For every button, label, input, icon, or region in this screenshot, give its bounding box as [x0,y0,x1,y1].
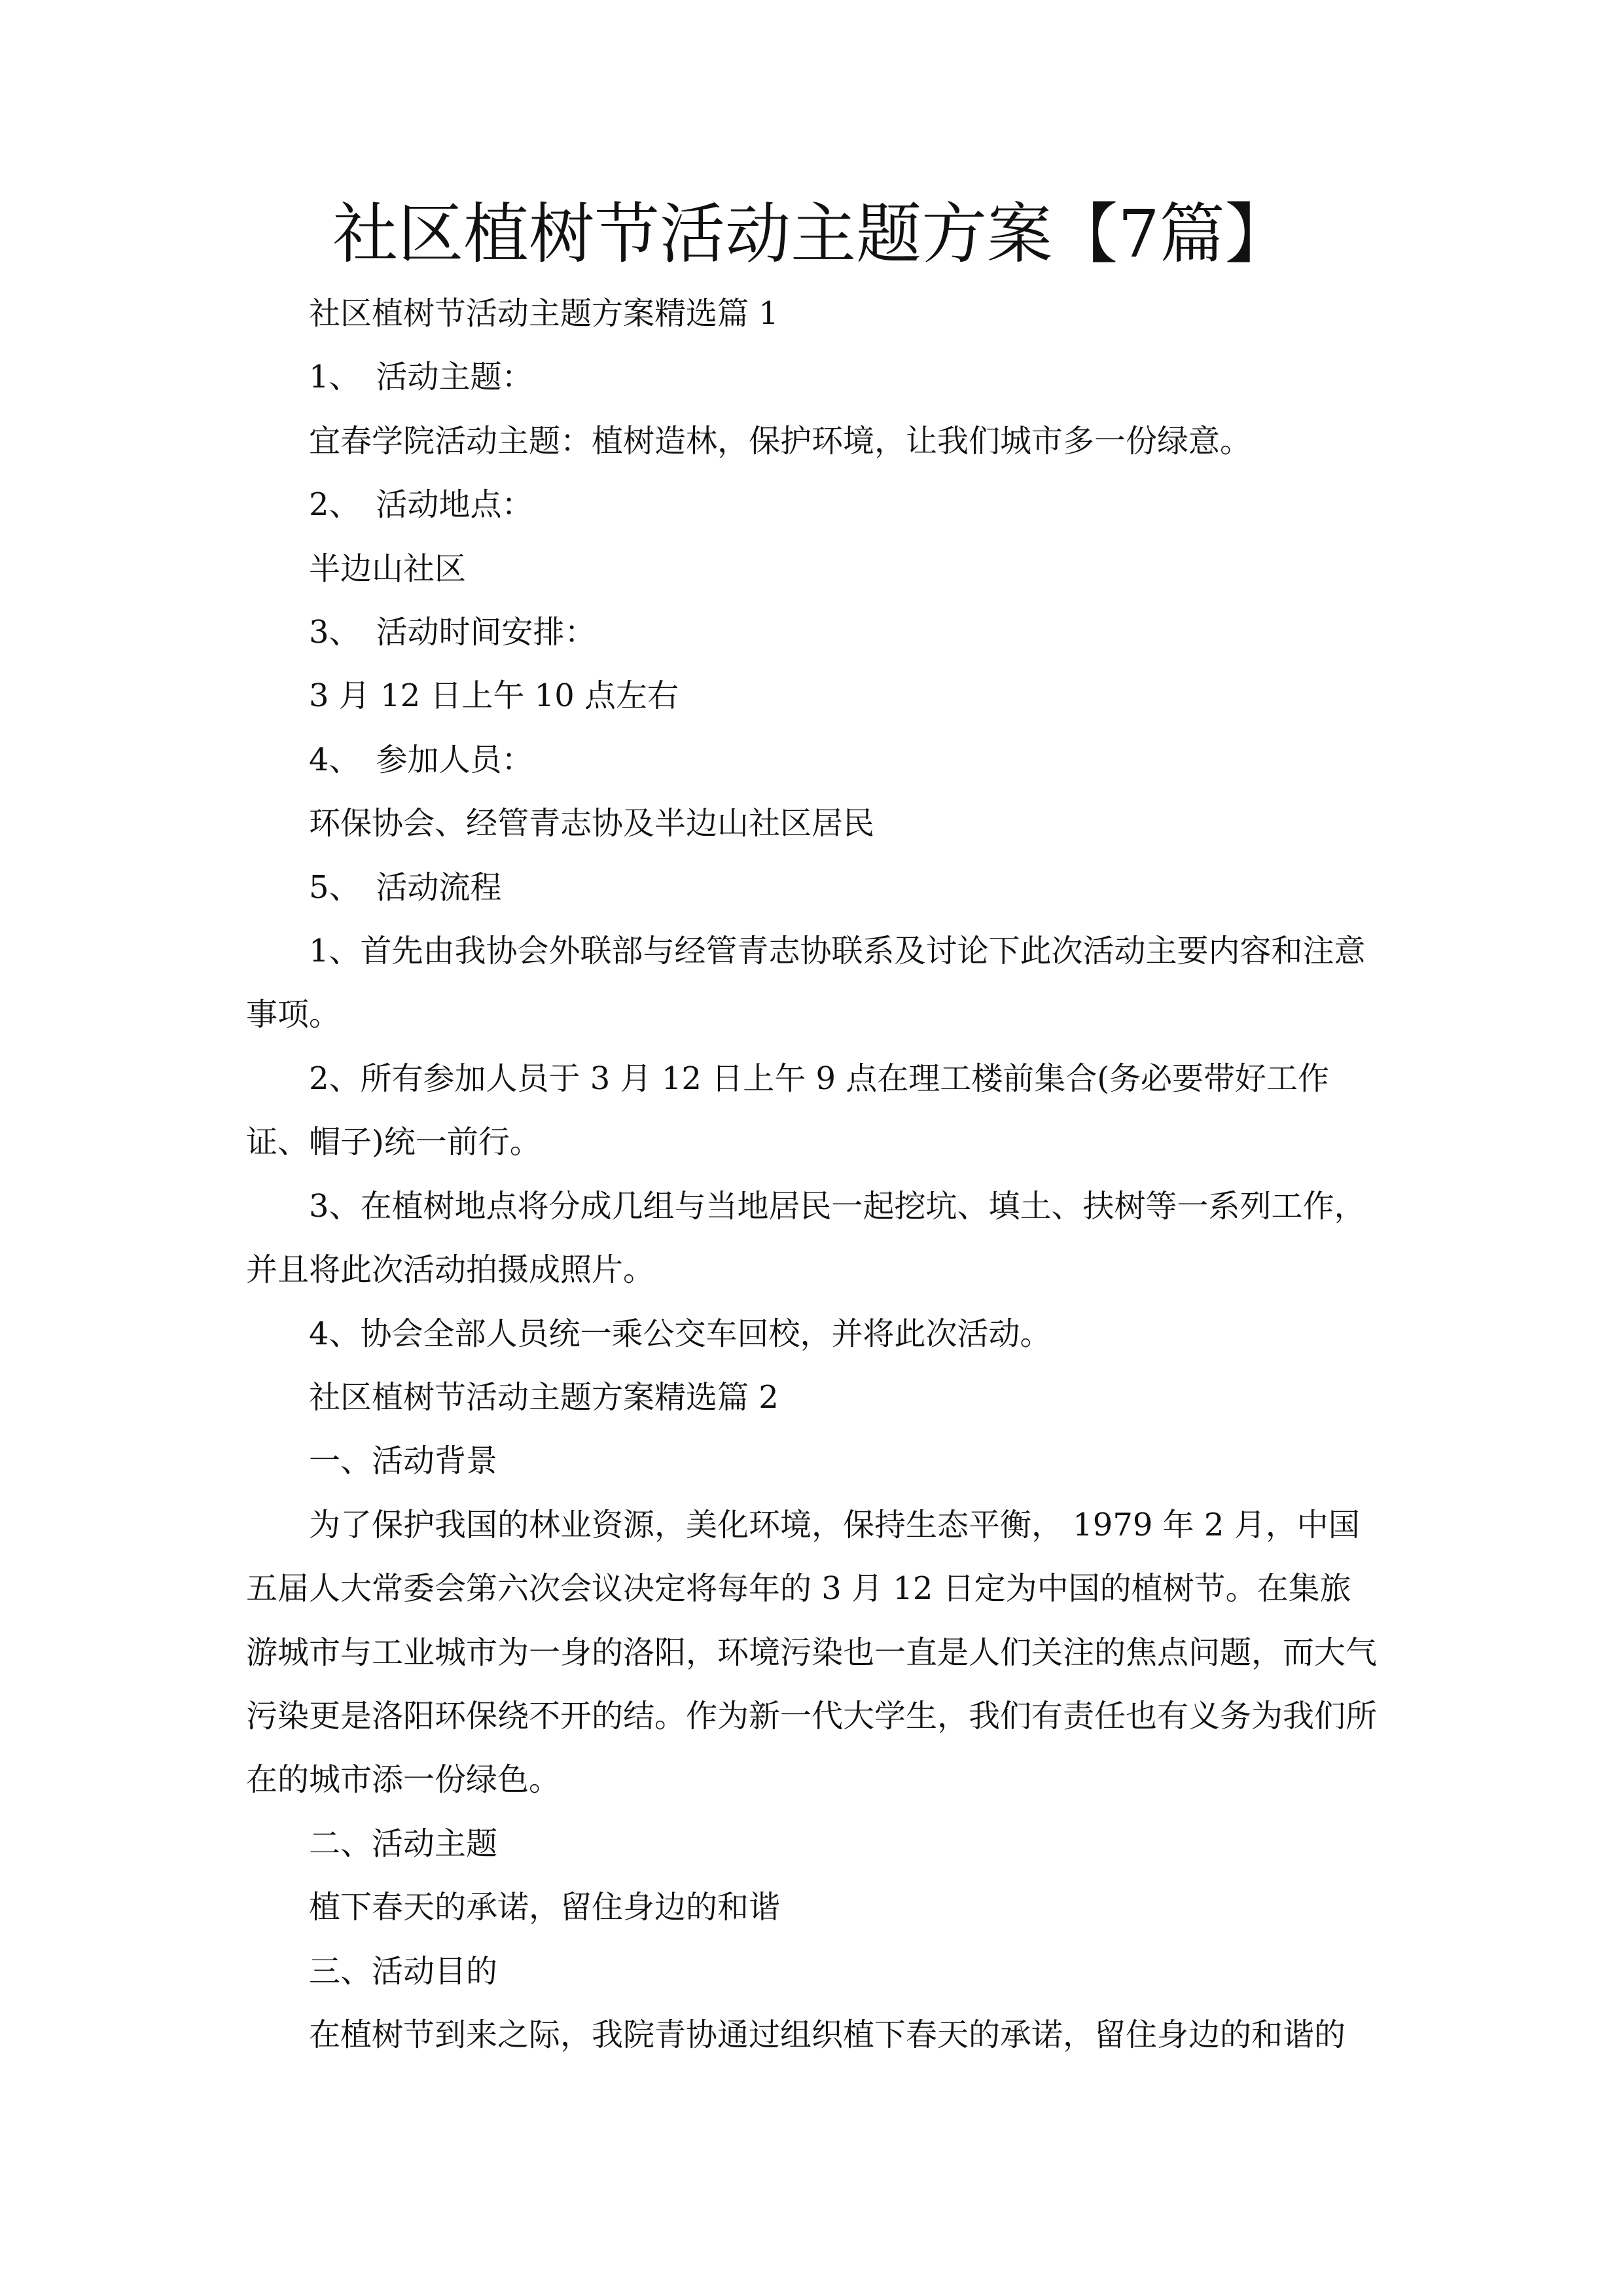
section-heading: 社区植树节活动主题方案精选篇 2 [309,1378,779,1416]
document-title: 社区植树节活动主题方案【7篇】 [332,196,1291,272]
list-item-heading: 二、活动主题 [309,1825,498,1862]
list-item-heading: 1、 活动主题： [309,359,533,396]
paragraph: 在植树节到来之际，我院青协通过组织植下春天的承诺，留住身边的和谐的 [309,2016,1346,2053]
paragraph: 半边山社区 [309,550,467,587]
list-item-heading: 2、 活动地点： [309,486,533,524]
list-item-heading: 5、 活动流程 [309,869,502,906]
paragraph: 4、协会全部人员统一乘公交车回校，并将此次活动。 [309,1315,1052,1352]
section-heading: 社区植树节活动主题方案精选篇 1 [309,295,779,332]
list-item-heading: 4、 参加人员： [309,741,533,778]
paragraph: 1、首先由我协会外联部与经管青志协联系及讨论下此次活动主要内容和注意事项。 [246,933,1366,1033]
list-item-heading: 3、 活动时间安排： [309,614,596,651]
paragraph: 3 月 12 日上午 10 点左右 [309,677,679,715]
list-item-heading: 一、活动背景 [309,1443,498,1480]
paragraph: 为了保护我国的林业资源，美化环境，保持生态平衡， 1979 年 2 月，中国五届人大常委会第六次会议决定将每年的 3 月 12 日定为中国的植树节。在集旅游城市与工业城市为一身的洛阳，环境污染也一直是人们关注的焦点问题，而大气污染更是洛阳环保绕不开的结。作为新一代大学生，我们有责任也有义务为我们所在的城市添一份绿色。 [246,1506,1378,1799]
paragraph: 植下春天的承诺，留住身边的和谐 [309,1889,781,1926]
paragraph: 2、所有参加人员于 3 月 12 日上午 9 点在理工楼前集合(务必要带好工作证、帽子)统一前行。 [246,1060,1329,1161]
list-item-heading: 三、活动目的 [309,1952,498,1990]
document-body [246,282,1378,2067]
paragraph: 环保协会、经管青志协及半边山社区居民 [309,805,875,842]
paragraph: 3、在植树地点将分成几组与当地居民一起挖坑、填土、扶树等一系列工作，并且将此次活动拍摄成照片。 [246,1187,1366,1289]
paragraph: 宜春学院活动主题：植树造林，保护环境，让我们城市多一份绿意。 [309,422,1252,459]
